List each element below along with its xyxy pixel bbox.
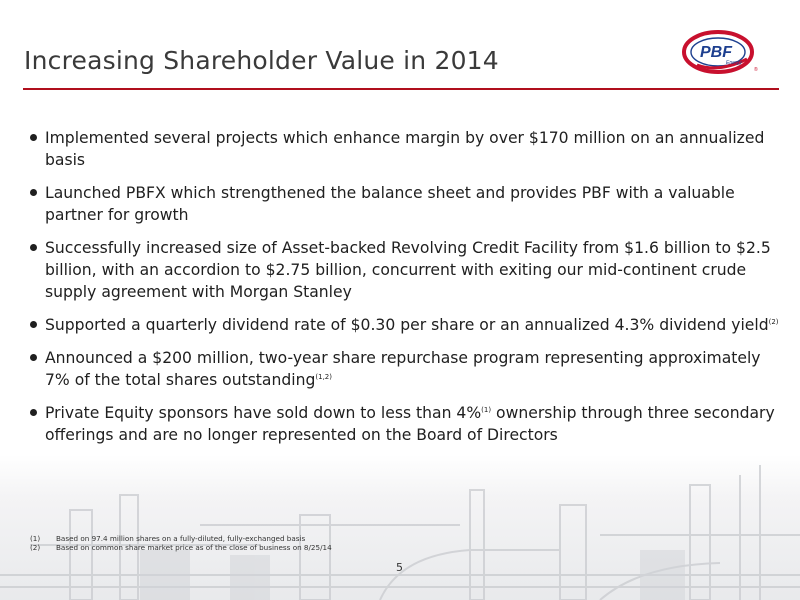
svg-text:Energy: Energy [726, 60, 742, 66]
bullet-item [26, 402, 786, 446]
bullet-item [26, 347, 786, 391]
bullet-text-continued: ownership through three secondary offerings and are no longer represented on the Board of Directors [45, 404, 775, 444]
footnote-text: Based on 97.4 million shares on a fully-diluted, fully-exchanged basis [56, 534, 306, 543]
footnote-number: (2) [30, 543, 41, 552]
footnote-number: (1) [30, 534, 41, 543]
footnotes [30, 534, 332, 552]
bullet-item [26, 127, 786, 171]
svg-text:®: ® [754, 67, 758, 73]
bullet-item [26, 314, 786, 336]
bullet-text: Launched PBFX which strengthened the balance sheet and provides PBF with a valuable partner for growth [45, 184, 735, 224]
bullet-dot-icon [30, 244, 37, 251]
footnote-reference: (1) [481, 405, 492, 414]
refinery-background-image [0, 455, 800, 600]
bullet-dot-icon [30, 134, 37, 141]
bullet-text: Implemented several projects which enhance margin by over $170 million on an annualized basis [45, 129, 765, 169]
footnote [30, 534, 332, 543]
bullet-dot-icon [30, 409, 37, 416]
slide-title: Increasing Shareholder Value in 2014 [24, 46, 499, 75]
bullet-text: Announced a $200 million, two-year share repurchase program representing approximately 7% of the total shares outstanding [45, 349, 761, 389]
footnote-text: Based on common share market price as of the close of business on 8/25/14 [56, 543, 332, 552]
footnote-reference: (2) [768, 317, 779, 326]
bullet-text: Private Equity sponsors have sold down to less than 4% [45, 404, 482, 422]
page-number: 5 [396, 561, 403, 574]
bullet-text: Supported a quarterly dividend rate of $0.30 per share or an annualized 4.3% dividend yield [45, 316, 769, 334]
title-divider [23, 88, 779, 90]
footnote-reference: (1,2) [315, 372, 332, 381]
svg-text:PBF: PBF [700, 44, 732, 61]
bullet-item [26, 182, 786, 226]
bullet-text: Successfully increased size of Asset-backed Revolving Credit Facility from $1.6 billion to $2.5 billion, with an accordion to $2.75 billion, concurrent with exiting our mid-continent crude supply agreement with Morgan Stanley [45, 239, 771, 301]
bullet-dot-icon [30, 354, 37, 361]
bullet-dot-icon [30, 321, 37, 328]
footnote [30, 543, 332, 552]
bullet-item [26, 237, 786, 303]
bullet-dot-icon [30, 189, 37, 196]
bullet-list [26, 127, 786, 457]
pbf-energy-logo [675, 27, 767, 79]
